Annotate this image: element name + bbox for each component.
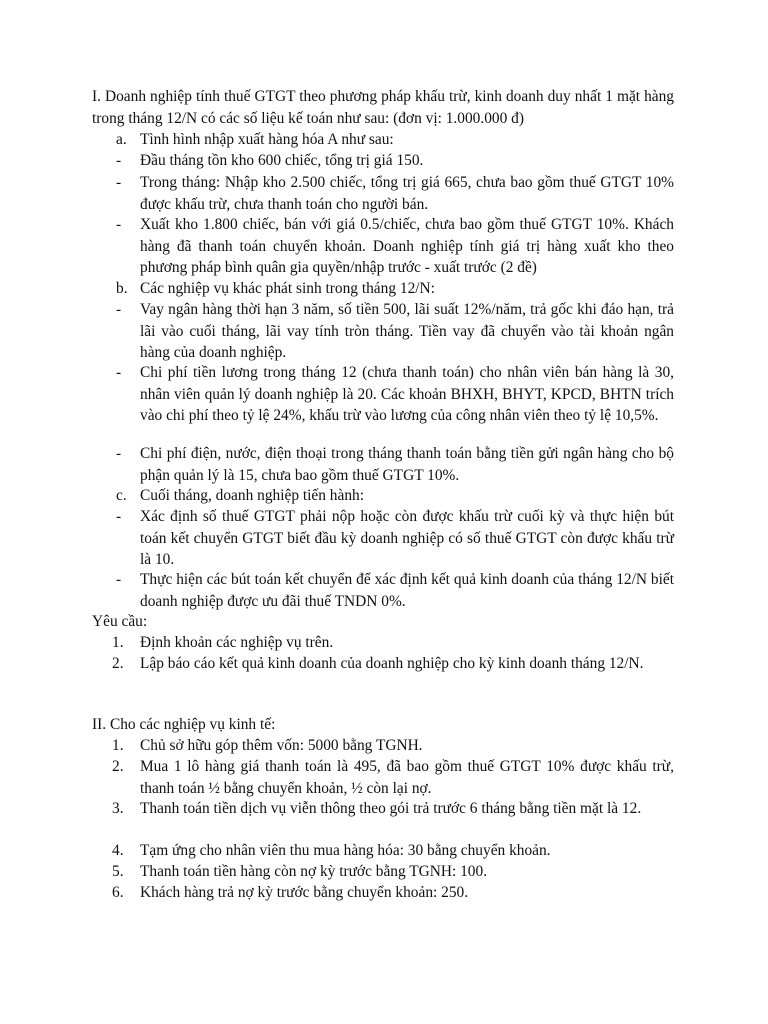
list-item-text: Thanh toán tiền hàng còn nợ kỳ trước bằng TGNH: 100. bbox=[140, 863, 488, 880]
dash-marker: - bbox=[116, 364, 122, 381]
requirements-title: Yêu cầu: bbox=[92, 613, 148, 630]
part-b-title: Các nghiệp vụ khác phát sinh trong tháng 12/N: bbox=[140, 280, 435, 297]
dash-marker: - bbox=[116, 445, 122, 462]
list-item-text: Trong tháng: Nhập kho 2.500 chiếc, tổng trị giá 665, chưa bao gồm thuế GTGT 10% được khấu trừ, chưa thanh toán cho người bán. bbox=[140, 174, 674, 213]
dash-marker: - bbox=[116, 508, 122, 525]
list-item-text: Thanh toán tiền dịch vụ viễn thông theo gói trả trước 6 tháng bằng tiền mặt là 12. bbox=[140, 800, 642, 817]
dash-marker: - bbox=[116, 174, 122, 191]
list-item-text: Chi phí điện, nước, điện thoại trong tháng thanh toán bằng tiền gửi ngân hàng cho bộ phận quản lý là 15, chưa bao gồm thuế GTGT 10%. bbox=[140, 445, 674, 484]
list-item-text: Xuất kho 1.800 chiếc, bán với giá 0.5/chiếc, chưa bao gồm thuế GTGT 10%. Khách hàng đã thanh toán chuyển khoản. Doanh nghiệp tính giá trị hàng xuất kho theo phương pháp bình quân gia quyền/nhập trước - xuất trước (2 đề) bbox=[140, 216, 674, 276]
number-marker: 1. bbox=[112, 737, 124, 754]
list-item-text: Định khoản các nghiệp vụ trên. bbox=[140, 634, 334, 651]
list-item-text: Tạm ứng cho nhân viên thu mua hàng hóa: 30 bằng chuyển khoản. bbox=[140, 842, 551, 859]
number-marker: 1. bbox=[112, 634, 124, 651]
number-marker: 2. bbox=[112, 655, 124, 672]
list-item-text: Xác định số thuế GTGT phải nộp hoặc còn được khấu trừ cuối kỳ và thực hiện bút toán kết chuyển GTGT biết đầu kỳ doanh nghiệp có số thuế GTGT còn được khấu trừ là 10. bbox=[140, 508, 674, 568]
number-marker: 6. bbox=[112, 884, 124, 901]
list-item-text: Thực hiện các bút toán kết chuyển để xác định kết quả kinh doanh của tháng 12/N biết doanh nghiệp được ưu đãi thuế TNDN 0%. bbox=[140, 571, 674, 610]
list-item-text: Vay ngân hàng thời hạn 3 năm, số tiền 500, lãi suất 12%/năm, trả gốc khi đáo hạn, trả lãi vào cuối tháng, lãi vay tính tròn tháng. Tiền vay đã chuyển vào tài khoản ngân hàng của doanh nghiệp. bbox=[140, 301, 674, 361]
part-c-title: Cuối tháng, doanh nghiệp tiến hành: bbox=[140, 487, 364, 504]
part-b-marker: b. bbox=[116, 280, 128, 297]
number-marker: 4. bbox=[112, 842, 124, 859]
dash-marker: - bbox=[116, 152, 122, 169]
dash-marker: - bbox=[116, 216, 122, 233]
list-item-text: Khách hàng trả nợ kỳ trước bằng chuyển khoản: 250. bbox=[140, 884, 469, 901]
part-c-marker: c. bbox=[116, 487, 127, 504]
list-item-text: Mua 1 lô hàng giá thanh toán là 495, đã bao gồm thuế GTGT 10% được khấu trừ, thanh toán ½ bằng chuyển khoản, ½ còn lại nợ. bbox=[140, 758, 674, 797]
list-item-text: Chủ sở hữu góp thêm vốn: 5000 bằng TGNH. bbox=[140, 737, 423, 754]
section1-intro: I. Doanh nghiệp tính thuế GTGT theo phương pháp khấu trừ, kinh doanh duy nhất 1 mặt hàng trong tháng 12/N có các số liệu kế toán như sau: (đơn vị: 1.000.000 đ) bbox=[92, 88, 674, 127]
list-item-text: Lập báo cáo kết quả kinh doanh của doanh nghiệp cho kỳ kinh doanh tháng 12/N. bbox=[140, 655, 644, 672]
dash-marker: - bbox=[116, 571, 122, 588]
list-item-text: Chi phí tiền lương trong tháng 12 (chưa thanh toán) cho nhân viên bán hàng là 30, nhân viên quản lý doanh nghiệp là 20. Các khoản BHXH, BHYT, KPCD, BHTN trích vào chi phí theo tỷ lệ 24%, khấu trừ vào lương của công nhân viên theo tỷ lệ 10,5%. bbox=[140, 364, 674, 424]
number-marker: 5. bbox=[112, 863, 124, 880]
list-item-text: Đầu tháng tồn kho 600 chiếc, tổng trị giá 150. bbox=[140, 152, 424, 169]
number-marker: 3. bbox=[112, 800, 124, 817]
number-marker: 2. bbox=[112, 758, 124, 775]
part-a-marker: a. bbox=[116, 131, 127, 148]
section2-title: II. Cho các nghiệp vụ kinh tế: bbox=[92, 716, 276, 733]
dash-marker: - bbox=[116, 301, 122, 318]
part-a-title: Tình hình nhập xuất hàng hóa A như sau: bbox=[140, 131, 394, 148]
